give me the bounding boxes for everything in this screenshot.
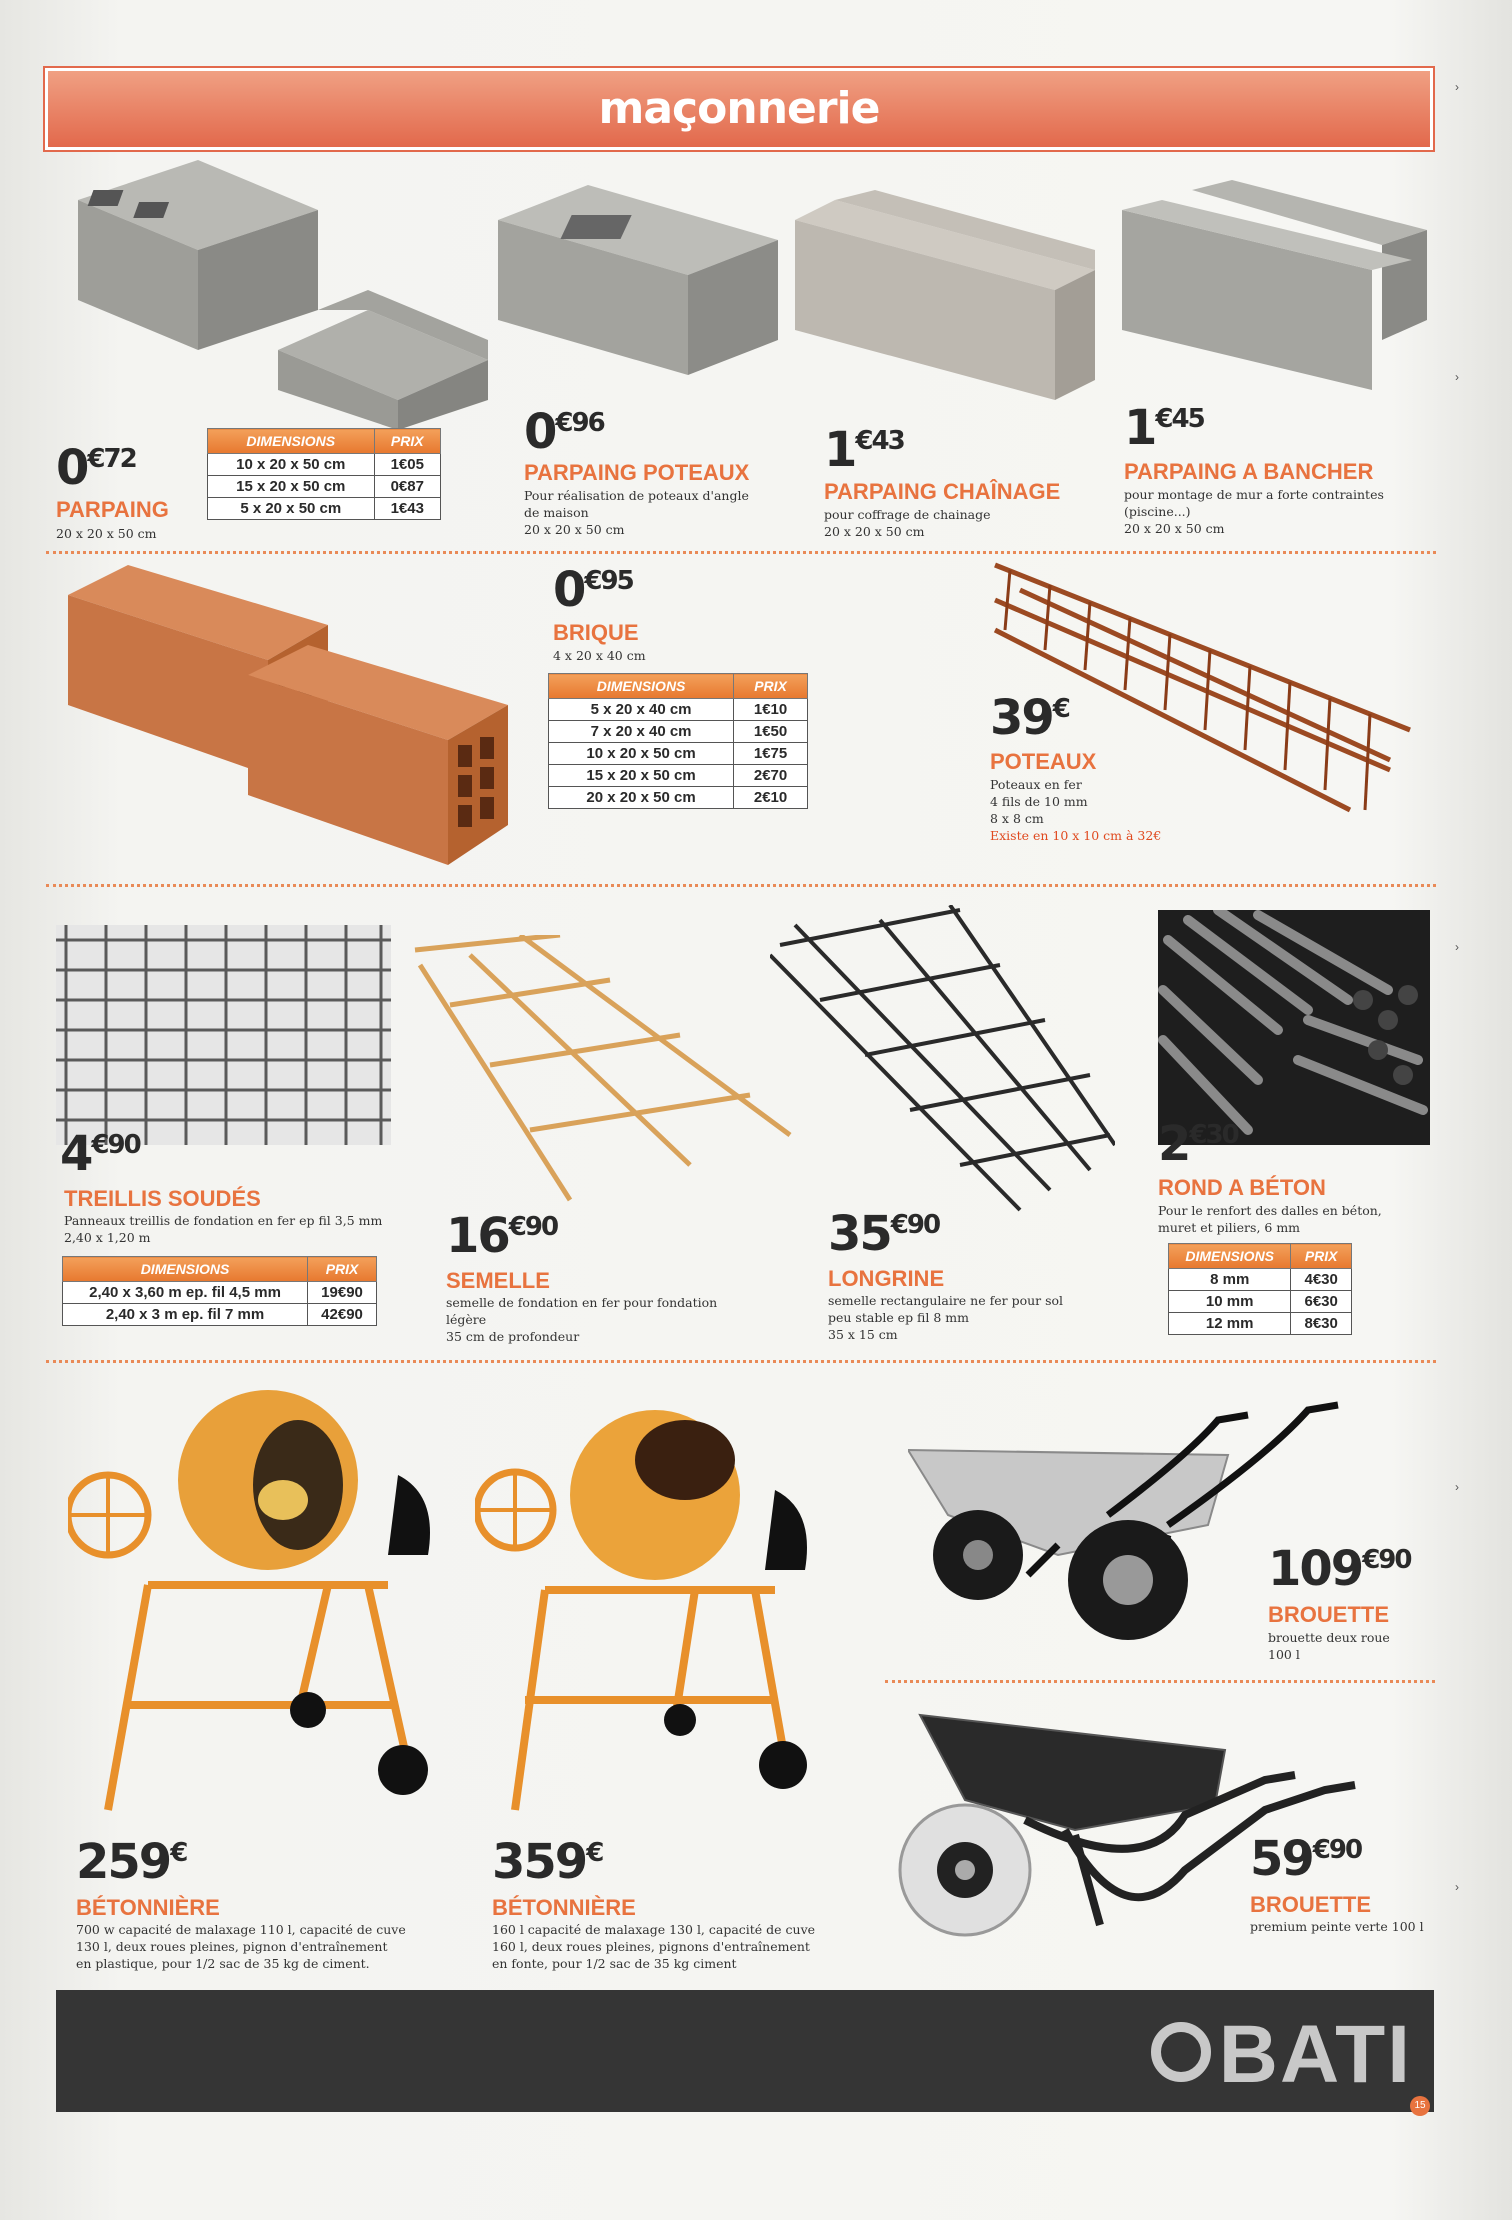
longrine-image [770,905,1115,1215]
house-icon [1151,2022,1211,2082]
parpaing-image [48,150,488,430]
longrine-name: LONGRINE [828,1266,945,1291]
longrine-desc: semelle rectangulaire ne fer pour sol peu stable ep fil 8 mm 35 x 15 cm [828,1293,1064,1342]
parpaing-chainage-name: PARPAING CHAÎNAGE [824,479,1061,504]
parpaing-chainage-desc: pour coffrage de chainage 20 x 20 x 50 cm [824,507,991,539]
table-row: 10 x 20 x 50 cm 1€05 [208,454,441,476]
brique-desc: 4 x 20 x 40 cm [553,648,646,663]
table-row: 20 x 20 x 50 cm 2€10 [549,787,808,809]
parpaing-bancher-name: PARPAING A BANCHER [1124,459,1374,484]
poteaux-note: Existe en 10 x 10 cm à 32€ [990,828,1162,843]
brique-name: BRIQUE [553,620,639,645]
table-header: PRIX [308,1257,377,1282]
divider [46,551,1436,554]
brique-price-table [548,673,808,809]
parpaing-poteaux-price: 0€96 [524,404,604,460]
rond-beton-desc: Pour le renfort des dalles en béton, muret et piliers, 6 mm [1158,1203,1382,1235]
table-row: 15 x 20 x 50 cm 2€70 [549,765,808,787]
table-row: 7 x 20 x 40 cm 1€50 [549,721,808,743]
table-row: 5 x 20 x 40 cm 1€10 [549,699,808,721]
parpaing-chainage-image [795,190,1095,405]
parpaing-chainage-price: 1€43 [824,422,904,478]
binder-mark: › [1455,1880,1459,1894]
parpaing-price-table [207,428,441,520]
semelle-price: 16€90 [446,1208,558,1264]
table-row: 2,40 x 3,60 m ep. fil 4,5 mm 19€90 [63,1282,377,1304]
table-header: DIMENSIONS [1169,1244,1291,1269]
parpaing-name: PARPAING [56,497,169,522]
brouette-1-desc: brouette deux roue 100 l [1268,1630,1390,1662]
betonniere-1-image [68,1385,448,1815]
table-header: DIMENSIONS [63,1257,308,1282]
semelle-image [410,935,795,1205]
treillis-price-table [62,1256,377,1326]
table-header: PRIX [1291,1244,1352,1269]
parpaing-bancher-image [1122,180,1427,400]
table-row: 10 x 20 x 50 cm 1€75 [549,743,808,765]
brouette-1-name: BROUETTE [1268,1602,1389,1627]
section-banner [45,68,1433,150]
table-header: PRIX [374,429,440,454]
table-row: 15 x 20 x 50 cm 0€87 [208,476,441,498]
semelle-name: SEMELLE [446,1268,550,1293]
bati-logo [1151,2008,1412,2102]
rond-beton-price-table [1168,1243,1352,1335]
table-row: 8 mm 4€30 [1169,1269,1352,1291]
binder-mark: › [1455,370,1459,384]
parpaing-desc: 20 x 20 x 50 cm [56,526,157,541]
table-row: 10 mm 6€30 [1169,1291,1352,1313]
parpaing-bancher-desc: pour montage de mur a forte contraintes (piscine...) 20 x 20 x 50 cm [1124,487,1384,536]
divider [46,884,1436,887]
treillis-name: TREILLIS SOUDÉS [64,1186,261,1211]
betonniere-2-image [475,1390,825,1815]
treillis-image [56,925,391,1145]
rond-beton-name: ROND A BÉTON [1158,1175,1326,1200]
betonniere-2-price: 359€ [492,1834,603,1890]
poteaux-price: 39€ [990,690,1069,746]
treillis-desc: Panneaux treillis de fondation en fer ep fil 3,5 mm 2,40 x 1,20 m [64,1213,383,1245]
table-header: DIMENSIONS [208,429,375,454]
table-header: DIMENSIONS [549,674,734,699]
semelle-desc: semelle de fondation en fer pour fondation légère 35 cm de profondeur [446,1295,718,1344]
parpaing-price: 0€72 [56,440,136,496]
brique-price: 0€95 [553,562,633,618]
betonniere-1-desc: 700 w capacité de malaxage 110 l, capacité de cuve 130 l, deux roues pleines, pignon d'entraînement en plastique, pour 1/2 sac de 35 kg de ciment. [76,1922,406,1971]
divider [885,1680,1435,1683]
brique-image [68,565,508,870]
table-header: PRIX [734,674,808,699]
brouette-2-price: 59€90 [1250,1831,1362,1887]
section-title: maçonnerie [598,83,880,134]
table-row: 2,40 x 3 m ep. fil 7 mm 42€90 [63,1304,377,1326]
parpaing-poteaux-name: PARPAING POTEAUX [524,460,750,485]
table-row: 12 mm 8€30 [1169,1313,1352,1335]
betonniere-2-name: BÉTONNIÈRE [492,1895,636,1920]
brouette-2-desc: premium peinte verte 100 l [1250,1919,1424,1934]
binder-mark: › [1455,80,1459,94]
poteaux-desc: Poteaux en fer 4 fils de 10 mm 8 x 8 cm Existe en 10 x 10 cm à 32€ [990,777,1162,843]
poteaux-name: POTEAUX [990,749,1097,774]
parpaing-bancher-price: 1€45 [1124,400,1204,456]
brand-name: BATI [1218,2009,1412,2100]
divider [46,1360,1436,1363]
brouette-1-price: 109€90 [1268,1541,1411,1597]
parpaing-poteaux-desc: Pour réalisation de poteaux d'angle de maison 20 x 20 x 50 cm [524,488,749,537]
page-number: 15 [1410,2096,1430,2116]
parpaing-poteaux-image [498,180,778,380]
betonniere-1-price: 259€ [76,1834,187,1890]
betonniere-1-name: BÉTONNIÈRE [76,1895,220,1920]
rond-beton-image [1158,910,1430,1145]
table-row: 5 x 20 x 50 cm 1€43 [208,498,441,520]
footer-bar [56,1990,1434,2112]
binder-mark: › [1455,1480,1459,1494]
treillis-price: 4€90 [60,1126,140,1182]
betonniere-2-desc: 160 l capacité de malaxage 130 l, capacité de cuve 160 l, deux roues pleines, pignons d'entraînement en fonte, pour 1/2 sac de 35 kg ciment [492,1922,816,1971]
brouette-2-name: BROUETTE [1250,1892,1371,1917]
rond-beton-price: 2€30 [1158,1116,1238,1172]
longrine-price: 35€90 [828,1206,940,1262]
binder-mark: › [1455,940,1459,954]
